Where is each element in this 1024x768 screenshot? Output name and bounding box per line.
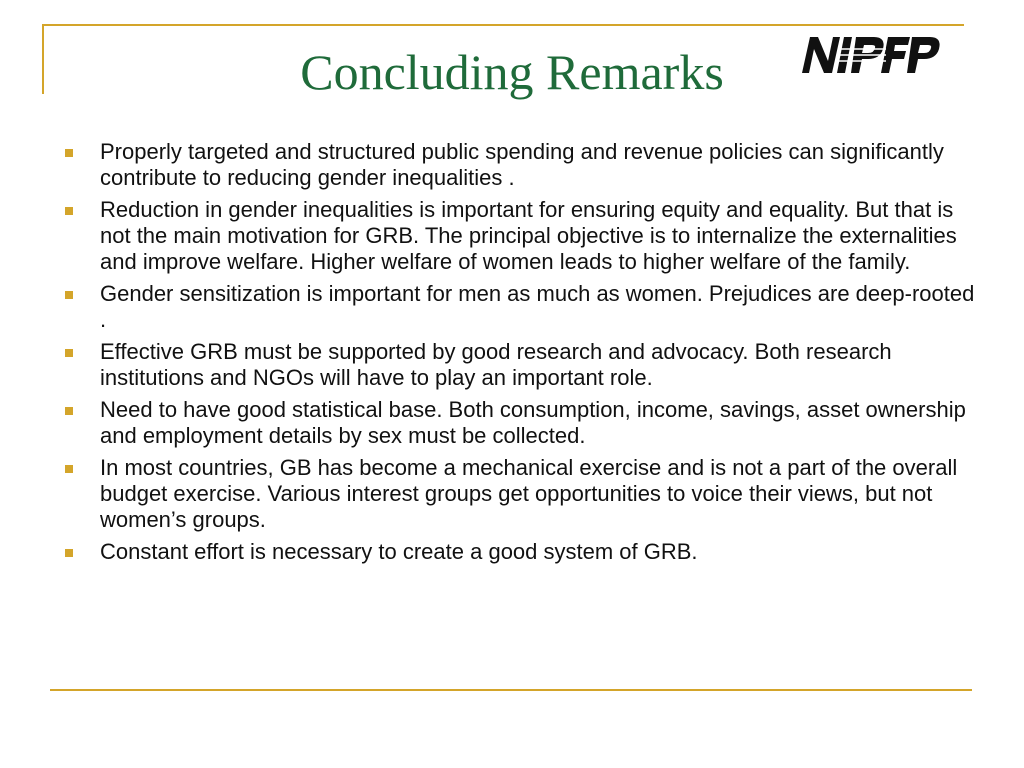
bottom-rule [50,689,972,691]
bullet-list [62,139,982,571]
bullet-item [62,281,982,333]
bullet-item [62,197,982,275]
slide-title: Concluding Remarks [300,44,724,100]
bullet-text: Constant effort is necessary to create a good system of GRB. [100,539,698,564]
bullet-item [62,139,982,191]
bullet-item [62,397,982,449]
bullet-text: Need to have good statistical base. Both consumption, income, savings, asset ownership and employment details by sex must be collected. [100,397,966,448]
bullet-text: Reduction in gender inequalities is important for ensuring equity and equality. But that is not the main motivation for GRB. The principal objective is to internalize the externalities and improve welfare. Higher welfare of women leads to higher welfare of the family. [100,197,957,274]
bullet-text: Gender sensitization is important for men as much as women. Prejudices are deep-rooted . [100,281,975,332]
bullet-square-icon [65,207,73,215]
bullet-text: In most countries, GB has become a mechanical exercise and is not a part of the overall budget exercise. Various interest groups get opportunities to voice their views, but not women’s groups. [100,455,958,532]
bullet-square-icon [65,349,73,357]
bullet-item [62,455,982,533]
bullet-square-icon [65,291,73,299]
bullet-square-icon [65,407,73,415]
bullet-item [62,339,982,391]
bullet-square-icon [65,465,73,473]
bullet-square-icon [65,149,73,157]
bullet-text: Effective GRB must be supported by good research and advocacy. Both research institutions and NGOs will have to play an important role. [100,339,892,390]
top-rule [42,24,964,26]
bullet-text: Properly targeted and structured public spending and revenue policies can significantly contribute to reducing gender inequalities . [100,139,944,190]
bullet-item [62,539,982,565]
bullet-square-icon [65,549,73,557]
